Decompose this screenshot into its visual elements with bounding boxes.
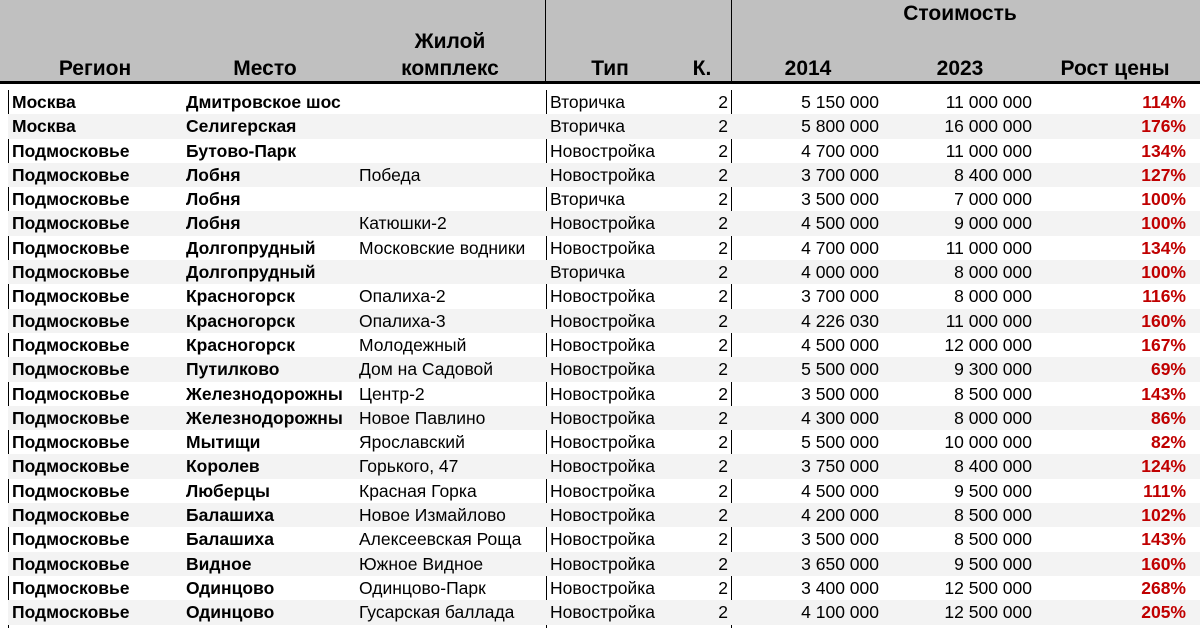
price-2014-cell: 5 500 000 [801, 432, 879, 453]
type-cell: Новостройка [550, 456, 655, 477]
complex-cell: Молодежный [359, 334, 467, 355]
header-divider-cost [731, 0, 732, 84]
type-cell: Новостройка [550, 359, 655, 380]
growth-cell: 114% [1142, 92, 1186, 112]
rooms-cell: 2 [718, 334, 728, 355]
place-cell: Балашиха [186, 529, 274, 550]
price-2023-cell: 9 300 000 [954, 359, 1032, 380]
price-2023-cell: 8 400 000 [954, 164, 1032, 185]
table-row [8, 309, 1200, 333]
price-2014-cell: 3 700 000 [801, 164, 879, 185]
place-cell: Одинцово [186, 577, 275, 598]
place-cell: Одинцово [186, 602, 275, 623]
region-cell: Подмосковье [12, 505, 130, 526]
header-2014: 2014 [784, 57, 832, 80]
rooms-cell: 2 [718, 286, 728, 307]
table-row [8, 430, 1200, 454]
growth-cell: 143% [1141, 529, 1186, 550]
region-cell: Подмосковье [12, 310, 130, 331]
price-2014-cell: 4 500 000 [801, 334, 879, 355]
price-2014-cell: 3 650 000 [801, 553, 879, 574]
header-2023: 2023 [936, 57, 984, 80]
place-cell: Железнодорожны [186, 407, 343, 428]
table-row [8, 454, 1200, 478]
header-cost: Стоимость [903, 2, 1017, 25]
type-cell: Новостройка [550, 432, 655, 453]
price-2014-cell: 4 000 000 [801, 262, 879, 283]
rooms-cell: 2 [718, 456, 728, 477]
type-cell: Новостройка [550, 237, 655, 258]
rooms-cell: 2 [718, 140, 728, 161]
table-row [8, 236, 1200, 260]
rooms-cell: 2 [718, 359, 728, 380]
growth-cell: 82% [1150, 432, 1186, 453]
region-cell: Подмосковье [12, 359, 130, 380]
price-2023-cell: 9 500 000 [954, 553, 1032, 574]
price-2023-cell: 11 000 000 [945, 92, 1032, 112]
region-cell: Подмосковье [12, 480, 130, 501]
table-row [8, 90, 1200, 114]
region-cell: Москва [12, 116, 76, 137]
price-2014-cell: 5 800 000 [801, 116, 879, 137]
table-row [8, 382, 1200, 406]
price-2014-cell: 5 150 000 [801, 92, 879, 112]
table-row [8, 600, 1200, 624]
price-2014-cell: 3 400 000 [801, 577, 879, 598]
complex-cell: Новое Павлино [359, 407, 486, 428]
region-cell: Подмосковье [12, 529, 130, 550]
rooms-cell: 2 [718, 164, 728, 185]
table-row [8, 406, 1200, 430]
region-cell: Подмосковье [12, 334, 130, 355]
growth-cell: 160% [1141, 310, 1186, 331]
place-cell: Королев [186, 456, 260, 477]
price-2023-cell: 12 000 000 [944, 334, 1032, 355]
growth-cell: 86% [1150, 407, 1186, 428]
region-cell: Подмосковье [12, 432, 130, 453]
price-2014-cell: 3 700 000 [801, 286, 879, 307]
place-cell: Лобня [186, 164, 241, 185]
type-cell: Новостройка [550, 505, 655, 526]
growth-cell: 69% [1150, 359, 1186, 380]
price-2014-cell: 3 500 000 [801, 383, 879, 404]
rooms-cell: 2 [718, 383, 728, 404]
place-cell: Балашиха [186, 505, 274, 526]
price-2014-cell: 3 750 000 [801, 456, 879, 477]
rooms-cell: 2 [718, 529, 728, 550]
type-cell: Вторичка [550, 189, 626, 210]
region-cell: Подмосковье [12, 213, 130, 234]
complex-cell: Победа [359, 164, 421, 185]
price-2014-cell: 3 500 000 [801, 189, 879, 210]
header-type: Тип [591, 57, 629, 80]
price-2014-cell: 4 500 000 [801, 480, 879, 501]
table-row [8, 357, 1200, 381]
rooms-cell: 2 [718, 577, 728, 598]
complex-cell: Новое Измайлово [359, 505, 506, 526]
complex-cell: Алексеевская Роща [359, 529, 522, 550]
price-2014-cell: 4 700 000 [801, 140, 879, 161]
complex-cell: Дом на Садовой [359, 359, 494, 380]
price-2023-cell: 10 000 000 [944, 432, 1032, 453]
growth-cell: 205% [1141, 602, 1186, 623]
price-2023-cell: 11 000 000 [945, 140, 1032, 161]
region-cell: Подмосковье [12, 407, 130, 428]
type-cell: Новостройка [550, 334, 655, 355]
table-header [0, 0, 1200, 84]
table-row [8, 163, 1200, 187]
region-cell: Подмосковье [12, 189, 130, 210]
price-2023-cell: 8 000 000 [954, 262, 1032, 283]
complex-cell: Центр-2 [359, 383, 425, 404]
price-2014-cell: 4 100 000 [801, 602, 879, 623]
growth-cell: 143% [1141, 383, 1186, 404]
price-2023-cell: 12 500 000 [944, 577, 1032, 598]
rooms-cell: 2 [718, 92, 728, 112]
place-cell: Люберцы [186, 480, 270, 501]
region-cell: Подмосковье [12, 553, 130, 574]
region-cell: Подмосковье [12, 140, 130, 161]
price-2014-cell: 4 300 000 [801, 407, 879, 428]
place-cell: Селигерская [186, 116, 297, 137]
price-2023-cell: 7 000 000 [954, 189, 1032, 210]
place-cell: Лобня [186, 189, 241, 210]
growth-cell: 116% [1142, 286, 1186, 307]
place-cell: Путилково [186, 359, 280, 380]
table-row [8, 114, 1200, 138]
region-cell: Подмосковье [12, 262, 130, 283]
table-row [8, 527, 1200, 551]
header-region: Регион [58, 57, 132, 80]
rooms-cell: 2 [718, 480, 728, 501]
table-row [8, 284, 1200, 308]
price-2023-cell: 12 500 000 [944, 602, 1032, 623]
table-row [8, 333, 1200, 357]
type-cell: Новостройка [550, 383, 655, 404]
growth-cell: 176% [1141, 116, 1186, 137]
rooms-cell: 2 [718, 432, 728, 453]
growth-cell: 100% [1141, 189, 1186, 210]
type-cell: Новостройка [550, 602, 655, 623]
price-2023-cell: 9 500 000 [954, 480, 1032, 501]
complex-cell: Ярославский [359, 432, 465, 453]
place-cell: Железнодорожны [186, 383, 343, 404]
price-2023-cell: 8 000 000 [954, 407, 1032, 428]
complex-cell: Южное Видное [359, 553, 484, 574]
rooms-cell: 2 [718, 407, 728, 428]
type-cell: Вторичка [550, 262, 626, 283]
type-cell: Новостройка [550, 213, 655, 234]
complex-cell: Гусарская баллада [359, 602, 515, 623]
growth-cell: 100% [1141, 213, 1186, 234]
region-cell: Подмосковье [12, 383, 130, 404]
region-cell: Москва [12, 92, 76, 112]
place-cell: Долгопрудный [186, 237, 316, 258]
place-cell: Бутово-Парк [186, 140, 297, 161]
place-cell: Красногорск [186, 286, 296, 307]
growth-cell: 167% [1141, 334, 1186, 355]
price-2014-cell: 4 500 000 [801, 213, 879, 234]
region-cell: Подмосковье [12, 164, 130, 185]
place-cell: Красногорск [186, 334, 296, 355]
price-2023-cell: 8 000 000 [954, 286, 1032, 307]
table-row [8, 552, 1200, 576]
place-cell: Видное [186, 553, 252, 574]
rooms-cell: 2 [718, 553, 728, 574]
type-cell: Новостройка [550, 577, 655, 598]
complex-cell: Катюшки-2 [359, 213, 447, 234]
price-2023-cell: 8 500 000 [954, 383, 1032, 404]
rooms-cell: 2 [718, 213, 728, 234]
growth-cell: 124% [1141, 456, 1186, 477]
place-cell: Лобня [186, 213, 241, 234]
type-cell: Новостройка [550, 310, 655, 331]
type-cell: Вторичка [550, 116, 626, 137]
type-cell: Новостройка [550, 164, 655, 185]
table-row [8, 211, 1200, 235]
complex-cell: Красная Горка [359, 480, 477, 501]
rooms-cell: 2 [718, 602, 728, 623]
price-2014-cell: 5 500 000 [801, 359, 879, 380]
region-cell: Подмосковье [12, 602, 130, 623]
price-2023-cell: 11 000 000 [945, 237, 1032, 258]
price-2023-cell: 11 000 000 [945, 310, 1032, 331]
price-2023-cell: 8 500 000 [954, 529, 1032, 550]
place-cell: Долгопрудный [186, 262, 316, 283]
price-2023-cell: 9 000 000 [954, 213, 1032, 234]
growth-cell: 111% [1143, 480, 1186, 501]
type-cell: Новостройка [550, 286, 655, 307]
place-cell: Красногорск [186, 310, 296, 331]
place-cell: Мытищи [186, 432, 261, 453]
rooms-cell: 2 [718, 505, 728, 526]
growth-cell: 134% [1141, 237, 1186, 258]
price-2023-cell: 8 400 000 [954, 456, 1032, 477]
rooms-cell: 2 [718, 310, 728, 331]
header-growth: Рост цены [1060, 57, 1170, 80]
price-2014-cell: 4 200 000 [801, 505, 879, 526]
complex-cell: Одинцово-Парк [359, 577, 486, 598]
price-2014-cell: 4 226 030 [801, 310, 879, 331]
header-complex-line1: Жилой [414, 30, 486, 53]
table-row [8, 576, 1200, 600]
table-row [8, 479, 1200, 503]
rooms-cell: 2 [718, 189, 728, 210]
rooms-cell: 2 [718, 237, 728, 258]
table-body [8, 90, 1200, 625]
growth-cell: 134% [1141, 140, 1186, 161]
region-cell: Подмосковье [12, 577, 130, 598]
type-cell: Новостройка [550, 407, 655, 428]
price-2014-cell: 3 500 000 [801, 529, 879, 550]
rooms-cell: 2 [718, 116, 728, 137]
header-divider-type [545, 0, 546, 84]
price-2014-cell: 4 700 000 [801, 237, 879, 258]
growth-cell: 127% [1141, 164, 1186, 185]
price-2023-cell: 8 500 000 [954, 505, 1032, 526]
complex-cell: Опалиха-2 [359, 286, 446, 307]
region-cell: Подмосковье [12, 456, 130, 477]
table-row [8, 187, 1200, 211]
complex-cell: Московские водники [359, 237, 526, 258]
price-2023-cell: 16 000 000 [944, 116, 1032, 137]
region-cell: Подмосковье [12, 237, 130, 258]
complex-cell: Опалиха-3 [359, 310, 446, 331]
header-k: К. [692, 57, 712, 80]
place-cell: Дмитровское шос [186, 92, 341, 112]
growth-cell: 160% [1141, 553, 1186, 574]
table-row [8, 503, 1200, 527]
type-cell: Новостройка [550, 553, 655, 574]
rooms-cell: 2 [718, 262, 728, 283]
table-row [8, 139, 1200, 163]
header-place: Место [233, 57, 297, 80]
type-cell: Новостройка [550, 480, 655, 501]
growth-cell: 102% [1141, 505, 1186, 526]
growth-cell: 268% [1141, 577, 1186, 598]
type-cell: Вторичка [550, 92, 626, 112]
table-row [8, 260, 1200, 284]
region-cell: Подмосковье [12, 286, 130, 307]
header-complex-line2: комплекс [401, 57, 499, 80]
growth-cell: 100% [1141, 262, 1186, 283]
type-cell: Новостройка [550, 529, 655, 550]
complex-cell: Горького, 47 [359, 456, 459, 477]
type-cell: Новостройка [550, 140, 655, 161]
